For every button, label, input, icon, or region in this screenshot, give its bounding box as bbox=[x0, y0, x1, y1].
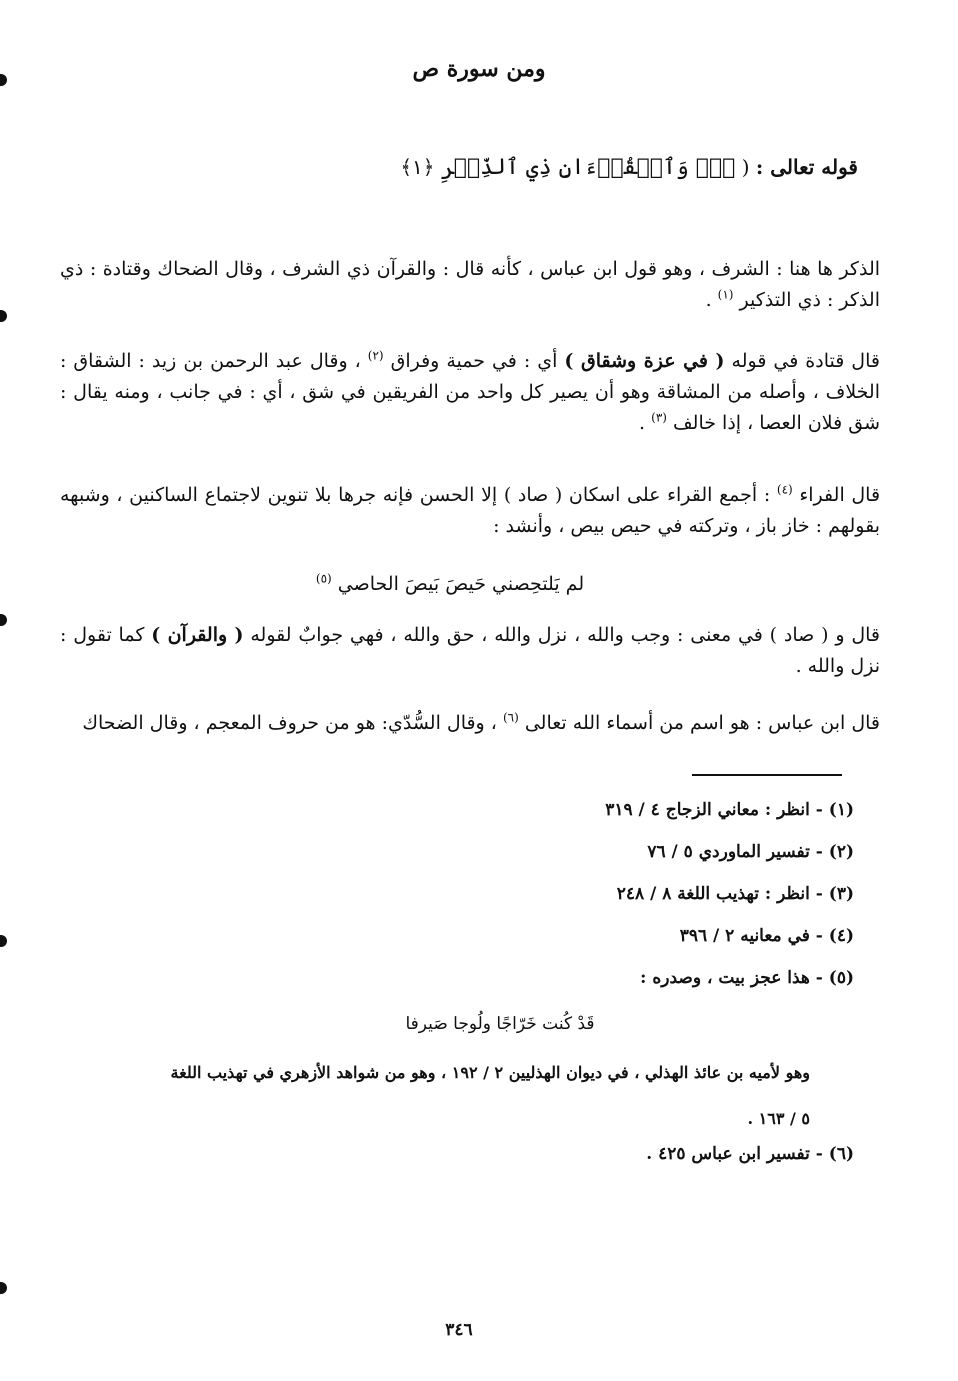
paragraph-text: قال ابن عباس : هو اسم من أسماء الله تعالى bbox=[524, 712, 880, 734]
footnote-ref: (٤) bbox=[776, 482, 793, 497]
paragraph-text: الذكر ها هنا : الشرف ، وهو قول ابن عباس ، كأنه قال : والقرآن ذي الشرف ، وقال الضحاك bbox=[157, 258, 881, 280]
verse-line bbox=[98, 150, 858, 185]
footnote-ref: (٥) bbox=[315, 571, 332, 586]
paragraph-text: قال و ( صاد ) في معنى : وجب والله ، نزل والله ، حق والله ، فهي جوابٌ لقوله bbox=[250, 624, 880, 646]
verse-open-paren: ( bbox=[741, 155, 750, 179]
paragraph-text: قال قتادة في قوله bbox=[731, 350, 880, 372]
footnote-3: (٣) - انظر : تهذيب اللغة ٨ / ٢٤٨ bbox=[616, 884, 854, 904]
paragraph-text: : أجمع القراء على اسكان ( صاد ) إلا الحسن فإنه جرها بلا تنوين لاجتماع الساكنين ، وشبهه بقولهم : خاز باز ، وتركته في حيص بيص ، وأنشد : bbox=[60, 484, 880, 537]
footnote-ref: (٢) bbox=[367, 348, 384, 363]
footnote-5-note bbox=[80, 1050, 810, 1142]
paragraph-ibn-abbas bbox=[60, 708, 880, 739]
paragraph-sad-meaning bbox=[60, 620, 880, 682]
footnote-ref: (٣) bbox=[651, 410, 667, 425]
footnote-5-verse: قَدْ كُنت خَرّاجًا ولُوجا صَيرفا bbox=[405, 1014, 595, 1034]
footnote-5-note-line: وهو لأميه بن عائذ الهذلي ، في ديوان الهذليين ٢ / ١٩٢ ، وهو من شواهد الأزهري في تهذيب اللغة bbox=[170, 1063, 810, 1082]
footnote-4: (٤) - في معانيه ٢ / ٣٩٦ bbox=[679, 926, 854, 946]
binder-hole-mark bbox=[0, 1282, 7, 1294]
page-header-title: ومن سورة ص bbox=[412, 56, 546, 82]
verse-number-marker: ﴿١﴾ bbox=[400, 155, 435, 179]
paragraph-qatada bbox=[60, 346, 880, 439]
paragraph-text: . bbox=[639, 412, 646, 434]
paragraph-text: قال الفراء bbox=[799, 484, 881, 506]
footnote-separator bbox=[692, 774, 842, 776]
quoted-quran-phrase: ( في عزة وشقاق ) bbox=[564, 350, 725, 372]
footnote-5-note-line: ٥ / ١٦٣ . bbox=[747, 1109, 810, 1128]
paragraph-dhikr bbox=[60, 254, 880, 316]
paragraph-text: ، وقال عبد الرحمن بن زيد : الشقاق : الخلاف ، وأصله من المشاقة وهو أن يصير كل واحد من الفريقين في شق ، أي : في جانب ، ومنه يقال : شق فلان العصا ، إذا خالف bbox=[60, 350, 880, 434]
binder-hole-mark bbox=[0, 614, 7, 626]
poem-line bbox=[0, 568, 900, 600]
quran-verse-text: صٓۚ وَٱلۡقُرۡءَانِ ذِي ٱلذِّكۡرِ bbox=[440, 155, 736, 180]
paragraph-text: . bbox=[705, 289, 712, 311]
paragraph-text: ، وقال السُّدّي: هو من حروف المعجم ، وقال الضحاك bbox=[82, 712, 497, 734]
footnote-5: (٥) - هذا عجز بيت ، وصدره : bbox=[640, 968, 854, 988]
page-number: ٣٤٦ bbox=[445, 1320, 473, 1340]
paragraph-text: كما تقول : نزل والله . bbox=[60, 624, 880, 677]
paragraph-text: وقتادة : ذي الذكر : ذي التذكير bbox=[60, 258, 880, 311]
footnote-1: (١) - انظر : معاني الزجاج ٤ / ٣١٩ bbox=[605, 800, 854, 820]
paragraph-farra bbox=[60, 480, 880, 542]
footnote-ref: (٦) bbox=[502, 710, 519, 725]
binder-hole-mark bbox=[0, 935, 7, 947]
footnote-6: (٦) - تفسير ابن عباس ٤٢٥ . bbox=[646, 1144, 854, 1164]
binder-hole-mark bbox=[0, 310, 7, 322]
poem-text: لم يَلتحِصني حَيصَ بَيصَ الحاصي bbox=[337, 573, 585, 595]
quoted-quran-phrase: ( والقرآن ) bbox=[151, 624, 244, 646]
paragraph-text: أي : في حمية وفراق bbox=[390, 350, 558, 372]
verse-lead: قوله تعالى : bbox=[755, 155, 858, 179]
footnote-2: (٢) - تفسير الماوردي ٥ / ٧٦ bbox=[647, 842, 854, 862]
footnote-ref: (١) bbox=[717, 287, 734, 302]
